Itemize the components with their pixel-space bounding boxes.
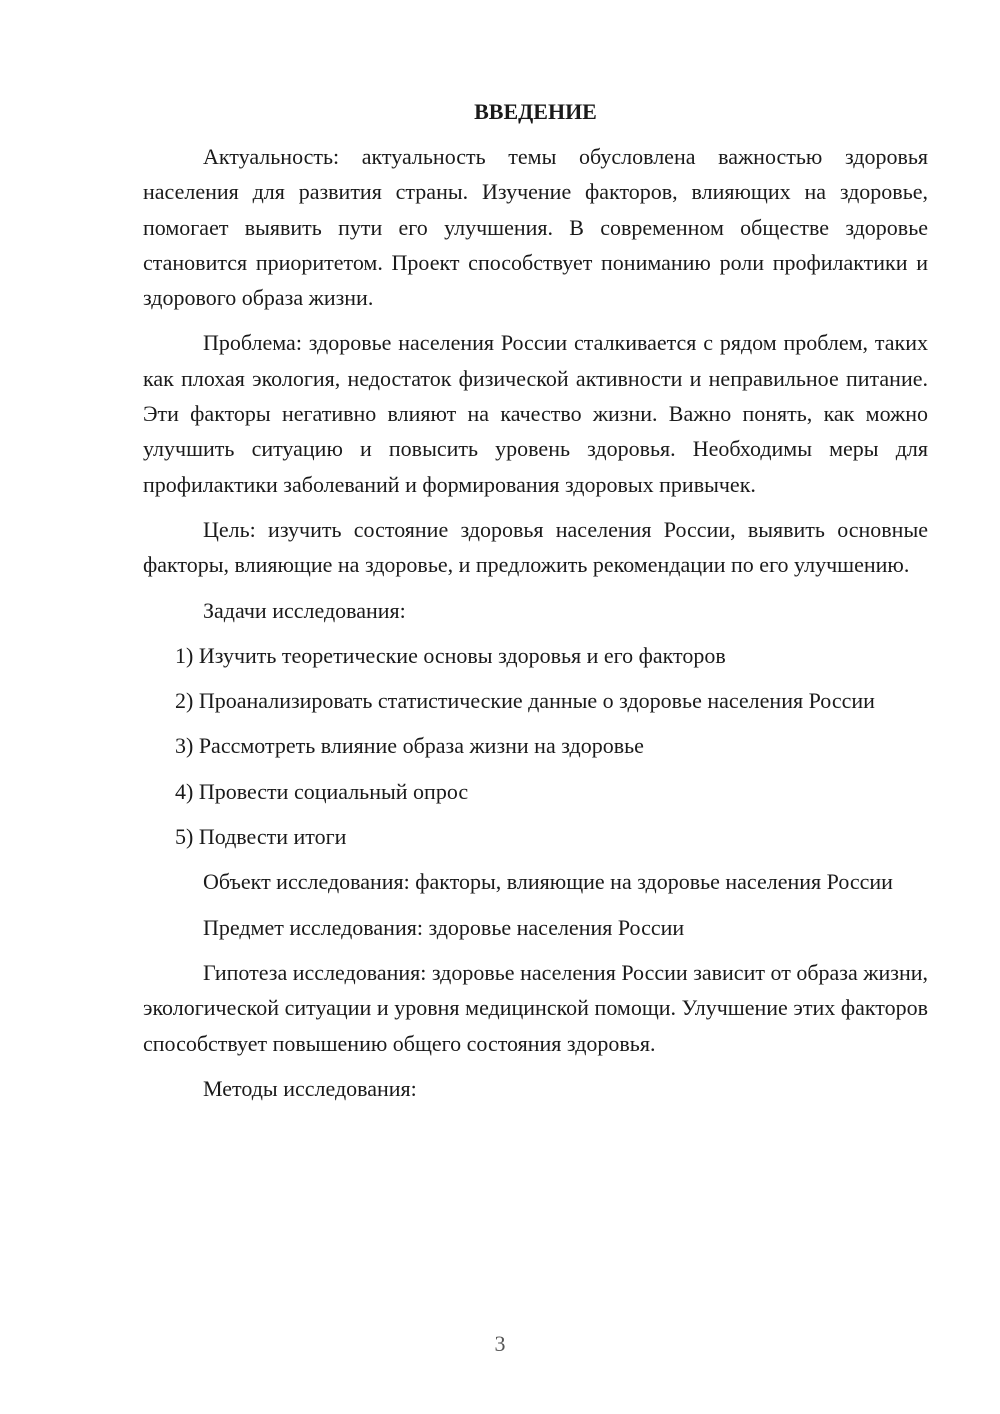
task-item: 2) Проанализировать статистические данные о здоровье населения России — [175, 688, 875, 714]
task-item: 5) Подвести итоги — [175, 824, 347, 850]
tasks-heading: Задачи исследования: — [203, 597, 406, 623]
paragraph-hypothesis: Гипотеза исследования: здоровье населения России зависит от образа жизни, экологической ситуации и уровня медицинской помощи. Улучшение этих факторов способствует повышению общего состояния здоровья. — [143, 959, 928, 1056]
paragraph-subject: Предмет исследования: здоровье населения России — [203, 914, 685, 940]
page-content — [143, 94, 928, 1116]
page-number: 3 — [494, 1331, 506, 1356]
paragraph-problem: Проблема: здоровье населения России сталкивается с рядом проблем, таких как плохая экология, недостаток физической активности и неправильное питание. Эти факторы негативно влияют на качество жизни. Важно понять, как можно улучшить ситуацию и повысить уровень здоровья. Необходимы меры для профилактики заболеваний и формирования здоровых привычек. — [143, 330, 928, 497]
task-item: 4) Провести социальный опрос — [175, 778, 469, 804]
methods-heading: Методы исследования: — [203, 1075, 417, 1101]
task-item: 3) Рассмотреть влияние образа жизни на здоровье — [175, 733, 644, 759]
section-title: ВВЕДЕНИЕ — [474, 99, 597, 124]
paragraph-relevance: Актуальность: актуальность темы обусловлена важностью здоровья населения для развития страны. Изучение факторов, влияющих на здоровье, помогает выявить пути его улучшения. В современном обществе здоровье становится приоритетом. Проект способствует пониманию роли профилактики и здорового образа жизни. — [143, 144, 928, 311]
paragraph-object: Объект исследования: факторы, влияющие на здоровье населения России — [203, 869, 893, 895]
paragraph-goal: Цель: изучить состояние здоровья населения России, выявить основные факторы, влияющие на здоровье, и предложить рекомендации по его улучшению. — [143, 516, 928, 578]
task-item: 1) Изучить теоретические основы здоровья и его факторов — [175, 642, 726, 668]
